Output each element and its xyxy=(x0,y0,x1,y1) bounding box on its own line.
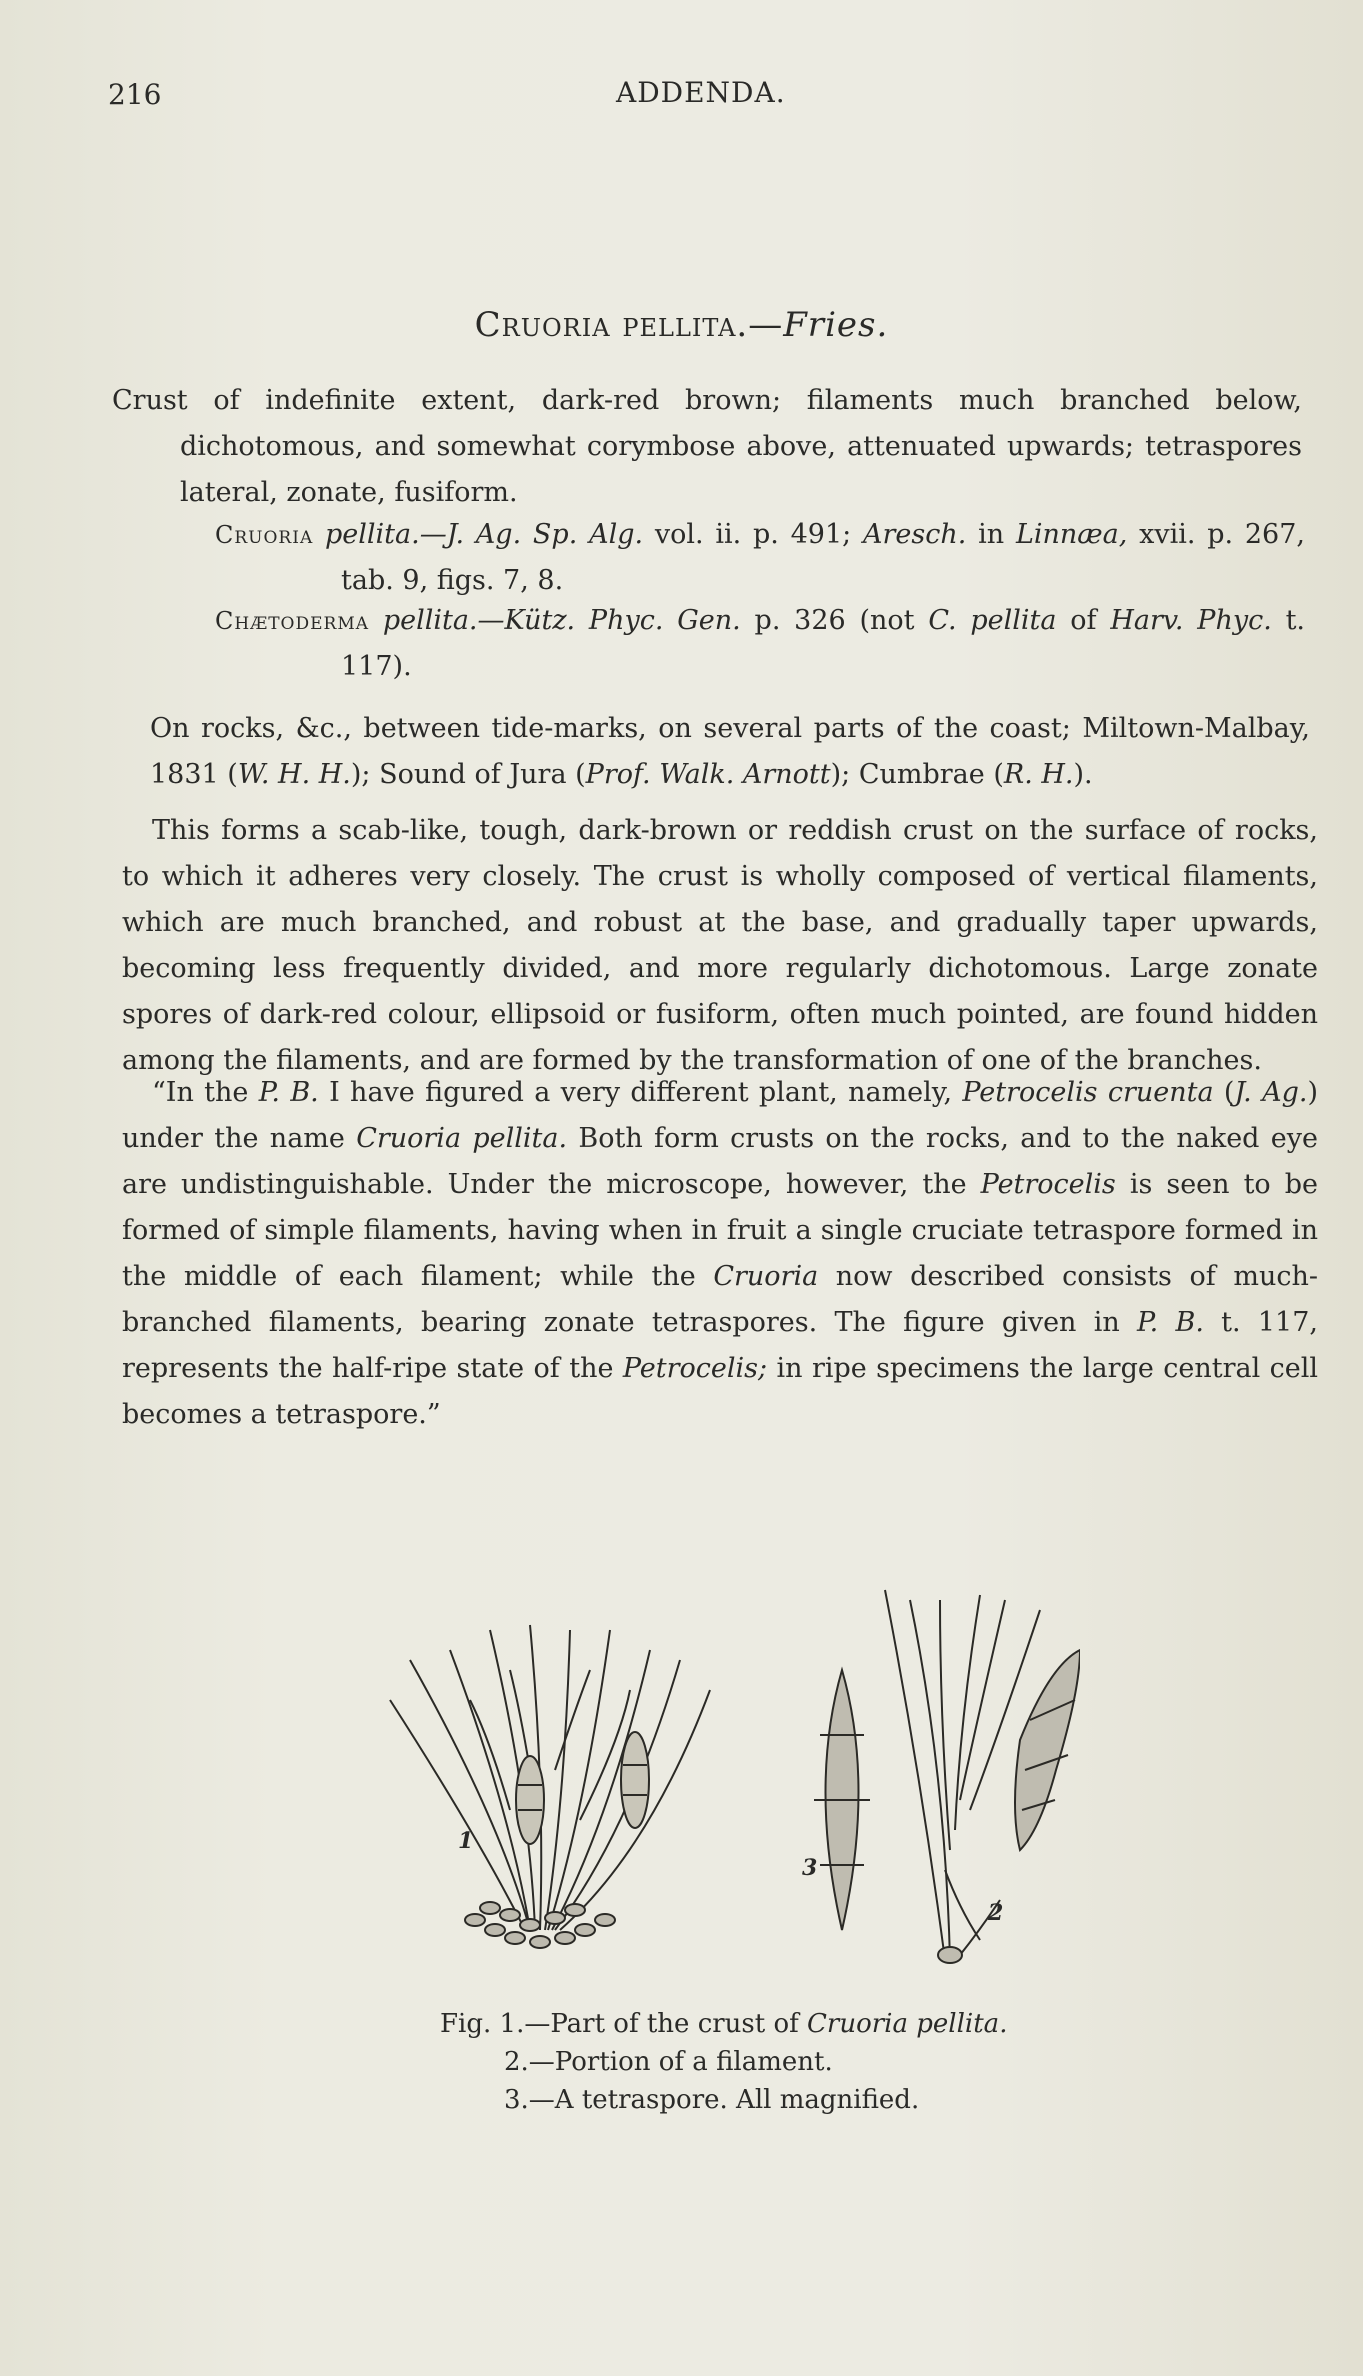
page-number: 216 xyxy=(108,78,162,111)
italic-text-run: C. pellita xyxy=(928,605,1057,636)
text-run: ) under the name xyxy=(122,1077,1318,1154)
synonym-entry-2 xyxy=(215,598,1305,690)
italic-text-run: Prof. Walk. Arnott xyxy=(585,759,831,790)
species-name: Cruoria pellita. xyxy=(474,305,749,345)
caption-species-name: Cruoria pellita. xyxy=(807,2009,1008,2039)
species-title xyxy=(0,305,1363,345)
text-run: in xyxy=(966,519,1016,550)
description-paragraph: This forms a scab-like, tough, dark-brown or reddish crust on the surface of rocks, to which it adheres very closely. The crust is wholly composed of vertical filaments, which are much branched, and robust at the base, and gradually taper upwards, becoming less frequently divided, and more regularly dichotomous. Large zonate spores of dark-red colour, ellipsoid or fusiform, often much pointed, are found hidden among the filaments, and are formed by the transformation of one of the branches. xyxy=(122,815,1318,1076)
text-run: ). xyxy=(1073,759,1093,790)
italic-text-run: P. B. xyxy=(1136,1307,1204,1338)
synonym-citation xyxy=(341,605,1305,682)
text-run: ); Sound of Jura ( xyxy=(350,759,586,790)
italic-text-run: R. H. xyxy=(1003,759,1074,790)
cruoria-illustration-svg xyxy=(380,1570,1080,1970)
habitat-paragraph xyxy=(150,706,1310,798)
text-run: xvii. p. 267, tab. 9, figs. 7, 8. xyxy=(341,519,1305,596)
text-run: ( xyxy=(1213,1077,1235,1108)
figure-caption xyxy=(440,2005,1007,2119)
text-run: vol. ii. p. 491; xyxy=(643,519,864,550)
diagnosis-paragraph: Crust of indefinite extent, dark-red brown; filaments much branched below, dichotomous, and somewhat corymbose above, attenuated upwards; tetraspores lateral, zonate, fusiform. xyxy=(112,385,1302,508)
species-author: Fries. xyxy=(783,305,889,345)
page-header xyxy=(108,78,1303,118)
caption-line-1-text: Fig. 1.—Part of the crust of xyxy=(440,2009,808,2039)
text-run: On rocks, &c., between tide-marks, on several parts of the coast; Miltown-Malbay, 1831 ( xyxy=(150,713,1310,790)
text-run: is seen to be formed of simple filaments, having when in fruit a single cruciate tetraspore formed in the middle of each filament; while the xyxy=(122,1169,1318,1292)
figure-label-1: 1 xyxy=(458,1828,474,1854)
italic-text-run: —J. Ag. Sp. Alg. xyxy=(419,519,644,550)
quotation-paragraph xyxy=(122,1070,1318,1438)
synonym-genus: Chætoderma xyxy=(215,607,370,635)
figure-2-filament-drawing xyxy=(885,1590,1080,1963)
botanical-illustration xyxy=(380,1570,1080,1970)
italic-text-run: —Kütz. Phyc. Gen. xyxy=(477,605,741,636)
synonym-citation xyxy=(341,519,1305,596)
running-head: ADDENDA. xyxy=(616,76,786,109)
text-run: now described consists of much-branched filaments, bearing zonate tetraspores. The figure given in xyxy=(122,1261,1318,1338)
italic-text-run: Petrocelis; xyxy=(622,1353,768,1384)
text-run: of xyxy=(1056,605,1111,636)
caption-line-1 xyxy=(440,2005,1007,2043)
italic-text-run: Linnæa, xyxy=(1015,519,1128,550)
caption-line-2: 2.—Portion of a filament. xyxy=(504,2047,833,2077)
italic-text-run: Cruoria xyxy=(713,1261,819,1292)
text-run: t. 117). xyxy=(341,605,1306,682)
text-run: “In the xyxy=(152,1077,259,1108)
text-run: I have figured a very different plant, namely, xyxy=(318,1077,963,1108)
italic-text-run: Aresch. xyxy=(863,519,967,550)
italic-text-run: Petrocelis cruenta xyxy=(962,1077,1214,1108)
figure-label-3: 3 xyxy=(802,1855,818,1881)
text-run: Both form crusts on the rocks, and to the naked eye are undistinguishable. Under the microscope, however, the xyxy=(122,1123,1318,1200)
text-run: p. 326 (not xyxy=(740,605,929,636)
synonym-species: pellita. xyxy=(325,519,420,550)
italic-text-run: Petrocelis xyxy=(980,1169,1116,1200)
italic-text-run: Harv. Phyc. xyxy=(1110,605,1272,636)
figure-3-tetraspore-drawing xyxy=(814,1670,870,1930)
title-dash: — xyxy=(748,305,784,345)
text-run: in ripe specimens the large central cell becomes a tetraspore.” xyxy=(122,1353,1318,1430)
italic-text-run: J. Ag. xyxy=(1234,1077,1308,1108)
synonym-species: pellita. xyxy=(382,605,478,636)
italic-text-run: P. B. xyxy=(258,1077,319,1108)
synonym-genus: Cruoria xyxy=(215,521,314,549)
synonym-entry-1 xyxy=(215,512,1305,604)
italic-text-run: W. H. H. xyxy=(237,759,351,790)
figure-1-crust-drawing xyxy=(390,1625,710,1948)
text-run: t. 117, represents the half-ripe state of the xyxy=(122,1307,1318,1384)
italic-text-run: Cruoria pellita. xyxy=(356,1123,568,1154)
text-run: ); Cumbrae ( xyxy=(830,759,1004,790)
caption-line-3: 3.—A tetraspore. All magnified. xyxy=(504,2085,920,2115)
figure-label-2: 2 xyxy=(988,1900,1004,1926)
